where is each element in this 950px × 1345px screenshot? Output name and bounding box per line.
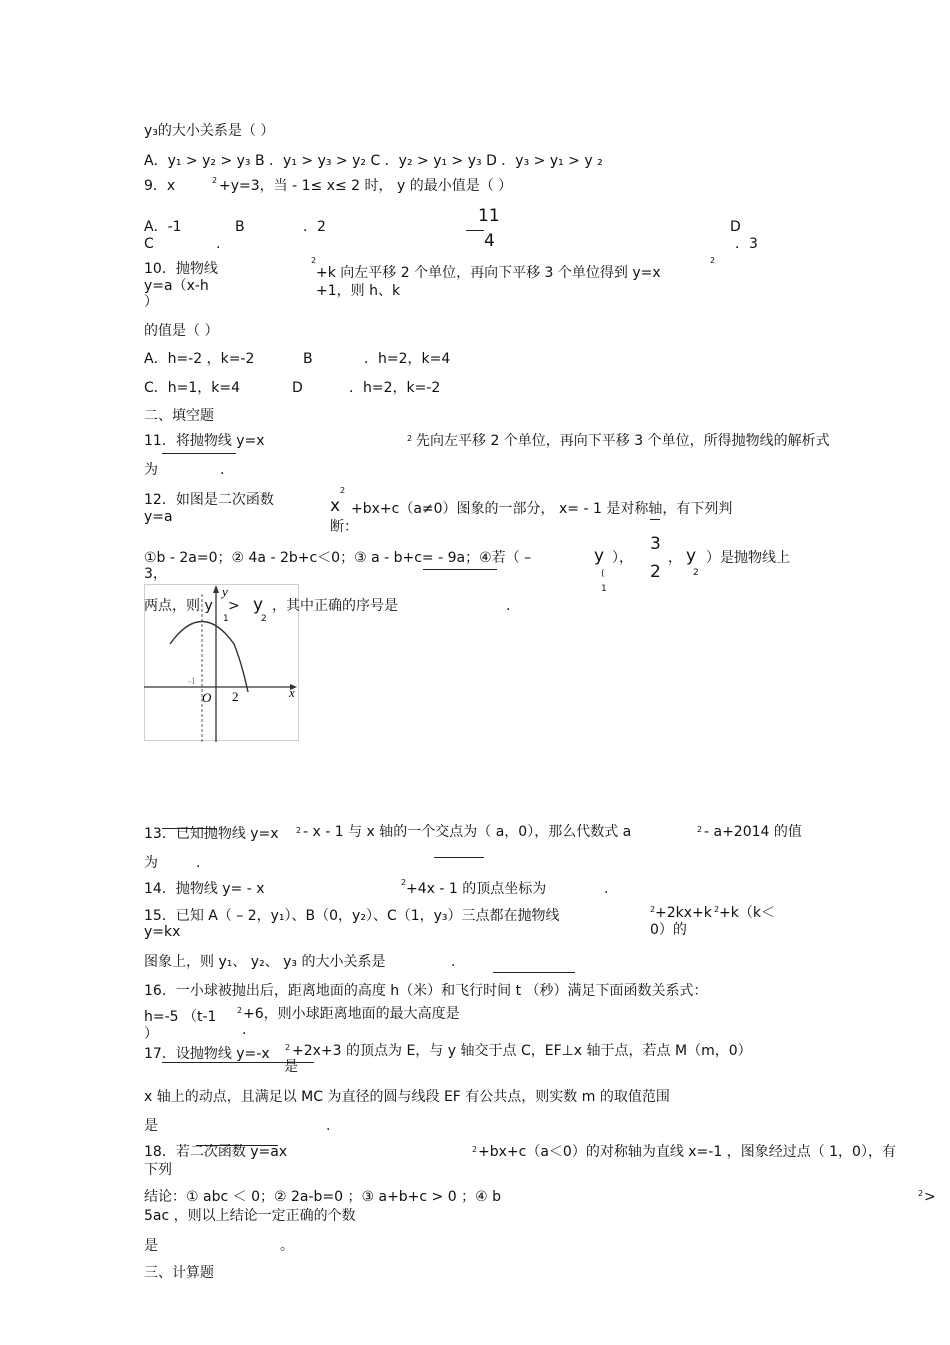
q12-g-y: y [253, 595, 264, 615]
q10-stem-d: +k 向左平移 2 个单位，再向下平移 3 个单位得到 y=x [316, 265, 661, 281]
graph-x-label: x [289, 685, 295, 700]
q12-y2: y [686, 546, 697, 566]
q13-stem-d: 为 [144, 855, 158, 871]
graph-x-intercept-label: 2 [232, 689, 239, 704]
q12-stem-b: y=a [144, 509, 173, 525]
q11-exponent: 2 [407, 434, 413, 443]
q9-option-b-letter: B [235, 219, 245, 235]
q18-exponent-a: 2 [472, 1145, 478, 1154]
graph-neg-one-label: -1 [188, 676, 196, 686]
q14-stem-c: . [604, 881, 609, 897]
q13-exponent-a: 2 [296, 826, 302, 835]
q14-stem-b: +4x - 1 的顶点坐标为 [406, 881, 547, 897]
q15-stem-a: 15．已知 A（ – 2，y₁）、B（0，y₂）、C（1，y₃）三点都在抛物线 [144, 908, 560, 924]
q12-stem-g-a: 两点，则 y [144, 598, 213, 614]
q18-stem-f: 5ac ，则以上结论一定正确的个数 [144, 1208, 356, 1224]
q13-underline-top [162, 828, 217, 829]
q15-stem-c: +2kx+k [655, 905, 712, 921]
q18-stem-c: 下列 [144, 1162, 172, 1178]
q16-stem-b: h=-5 （t-1 [144, 1009, 217, 1025]
graph-origin-label: O [202, 690, 212, 705]
q13-underline [434, 857, 484, 858]
q12-stem-a: 12．如图是二次函数 [144, 492, 274, 508]
q12-sub-1: 1 [601, 584, 607, 594]
q9-option-c-dot: . [216, 236, 221, 252]
q17-stem-c: 是 [284, 1059, 298, 1075]
q8-stem-tail: y₃的大小关系是（ ） [144, 123, 275, 139]
q12-paren: ）， [612, 550, 633, 566]
q9-fraction-numerator: 11 [478, 206, 500, 226]
q10-options-ab-a: A．h=-2 ，k=-2 [144, 351, 255, 367]
q15-stem-f: 图象上，则 y₁、 y₂、 y₃ 的大小关系是 [144, 954, 386, 970]
q16-exponent: 2 [237, 1006, 243, 1015]
q9-option-d-value: ．3 [735, 236, 758, 252]
q12-conditions: ①b - 2a=0；② 4a - 2b+c＜0；③ a - b+c= - 9a；④若（ – [144, 550, 532, 566]
q9-option-d-letter: D [730, 219, 741, 235]
q10-options-cd-a: C．h=1，k=4 [144, 380, 241, 396]
graph-parabola-curve [170, 622, 248, 693]
q12-stem-g-dot: . [506, 598, 511, 614]
q12-underline [423, 569, 497, 570]
q15-exponent-a: 2 [650, 905, 656, 914]
q11-stem-b: 先向左平移 2 个单位，再向下平移 3 个单位，所得抛物线的解析式 [416, 433, 830, 449]
section-title-fill-in: 二、填空题 [144, 408, 214, 424]
q9-option-c-letter: C [144, 236, 154, 252]
q9-option-b-value: ．2 [303, 219, 326, 235]
q17-stem-a: 17．设抛物线 y=-x [144, 1046, 270, 1062]
q12-fraction-denominator: 2 [650, 562, 661, 582]
q18-stem-h: 。 [280, 1238, 294, 1254]
q18-stem-d: 结论：① abc ＜ 0；② 2a-b=0 ；③ a+b+c > 0 ；④ b [144, 1189, 501, 1205]
q14-stem-a: 14．抛物线 y= - x [144, 881, 265, 897]
q18-stem-a: 18．若二次函数 y=ax [144, 1144, 288, 1160]
section-title-calculation: 三、计算题 [144, 1265, 214, 1281]
q18-stem-e: > [924, 1189, 936, 1205]
q9-fraction-denominator: 4 [484, 231, 495, 251]
q12-conditions-b: 3， [144, 566, 167, 582]
q8-options: A．y₁ > y₂ > y₃ B ．y₁ > y₃ > y₂ C ．y₂ > y₁ > y₃ D ．y₃ > y₁ > y ₂ [144, 153, 603, 169]
q13-exponent-b: 2 [697, 825, 703, 834]
q9-stem-a: 9．x [144, 178, 176, 194]
q15-underline [493, 972, 575, 973]
q10-stem-a: 10．抛物线 [144, 261, 218, 277]
q12-stem-d: 断： [330, 519, 358, 535]
q13-stem-a: 13．已知抛物线 y=x [144, 826, 279, 842]
q12-comma: ， [668, 550, 682, 566]
q16-stem-c: ） [144, 1026, 158, 1042]
q17-exponent: 2 [285, 1043, 291, 1052]
q12-g-gt: > [228, 598, 240, 614]
q10-stem-f: 的值是（ ） [144, 323, 219, 339]
q12-x: x [330, 496, 341, 516]
q17-stem-d: x 轴上的动点，且满足以 MC 为直径的圆与线段 EF 有公共点，则实数 m 的取值范围 [144, 1089, 670, 1105]
q15-stem-g: . [451, 954, 456, 970]
q12-exponent: 2 [340, 486, 346, 495]
q15-exponent-b: 2 [714, 905, 720, 914]
q16-stem-e: . [242, 1022, 247, 1038]
graph-y-arrow [213, 585, 219, 593]
q10-options-ab-b: B [303, 351, 313, 367]
q11-stem-a: 11．将抛物线 y=x [144, 433, 265, 449]
q12-open-paren: ( [601, 569, 605, 579]
q16-stem-a: 16．一小球被抛出后，距离地面的高度 h（米）和飞行时间 t （秒）满足下面函数关系式： [144, 983, 708, 999]
q12-stem-f: ）是抛物线上 [706, 550, 790, 566]
q17-stem-f: . [326, 1118, 331, 1134]
q9-stem-b: +y=3，当 - 1≤ x≤ 2 时， y 的最小值是（ ） [219, 178, 513, 194]
q12-minus-mark [650, 519, 660, 520]
q14-exponent: 2 [401, 878, 407, 887]
q15-stem-b: y=kx [144, 924, 181, 940]
q17-stem-b: +2x+3 的顶点为 E，与 y 轴交于点 C，EF⊥x 轴于点，若点 M（m，0） [292, 1043, 752, 1059]
q13-stem-e: . [196, 855, 201, 871]
q10-stem-e: +1，则 h、k [316, 283, 401, 299]
graph-y-label: y [222, 584, 228, 599]
q10-exponent-a: 2 [311, 256, 317, 265]
q11-stem-d: . [220, 462, 225, 478]
q10-options-cd-b: D [292, 380, 303, 396]
q15-stem-e: 0）的 [650, 922, 687, 938]
q16-stem-d: +6，则小球距离地面的最大高度是 [243, 1006, 460, 1022]
q12-y1: y [594, 546, 605, 566]
q12-sub-2: 2 [693, 568, 699, 578]
q9-option-a: A．-1 [144, 219, 182, 235]
q17-stem-e: 是 [144, 1118, 158, 1134]
q12-g-sub-1: 1 [223, 614, 229, 624]
q18-stem-b: +bx+c（a＜0）的对称轴为直线 x=-1 ，图象经过点（ 1，0），有 [478, 1144, 896, 1160]
q12-fraction-numerator: 3 [650, 534, 661, 554]
q9-fraction-bar [466, 230, 484, 231]
q10-stem-b: y=a（x-h [144, 278, 209, 294]
q11-stem-c: 为 [144, 462, 158, 478]
q12-stem-c: +bx+c（a≠0）图象的一部分， x= - 1 是对称轴，有下列判 [351, 501, 733, 517]
q9-exponent: 2 [212, 176, 218, 185]
q10-options-cd-c: ．h=2，k=-2 [349, 380, 441, 396]
q18-stem-g: 是 [144, 1238, 158, 1254]
q10-exponent-b: 2 [710, 256, 716, 265]
q13-stem-b: - x - 1 与 x 轴的一个交点为（ a，0），那么代数式 a [303, 824, 632, 840]
q10-options-ab-c: ．h=2，k=4 [364, 351, 451, 367]
q13-stem-c: - a+2014 的值 [704, 824, 802, 840]
q10-stem-c: ） [144, 294, 158, 310]
q11-underline [162, 453, 236, 454]
q12-g-sub-2: 2 [261, 614, 267, 624]
q15-stem-d: +k（k＜ [719, 905, 775, 921]
q18-exponent-b: 2 [918, 1189, 924, 1198]
q12-stem-g-b: ，其中正确的序号是 [272, 598, 398, 614]
